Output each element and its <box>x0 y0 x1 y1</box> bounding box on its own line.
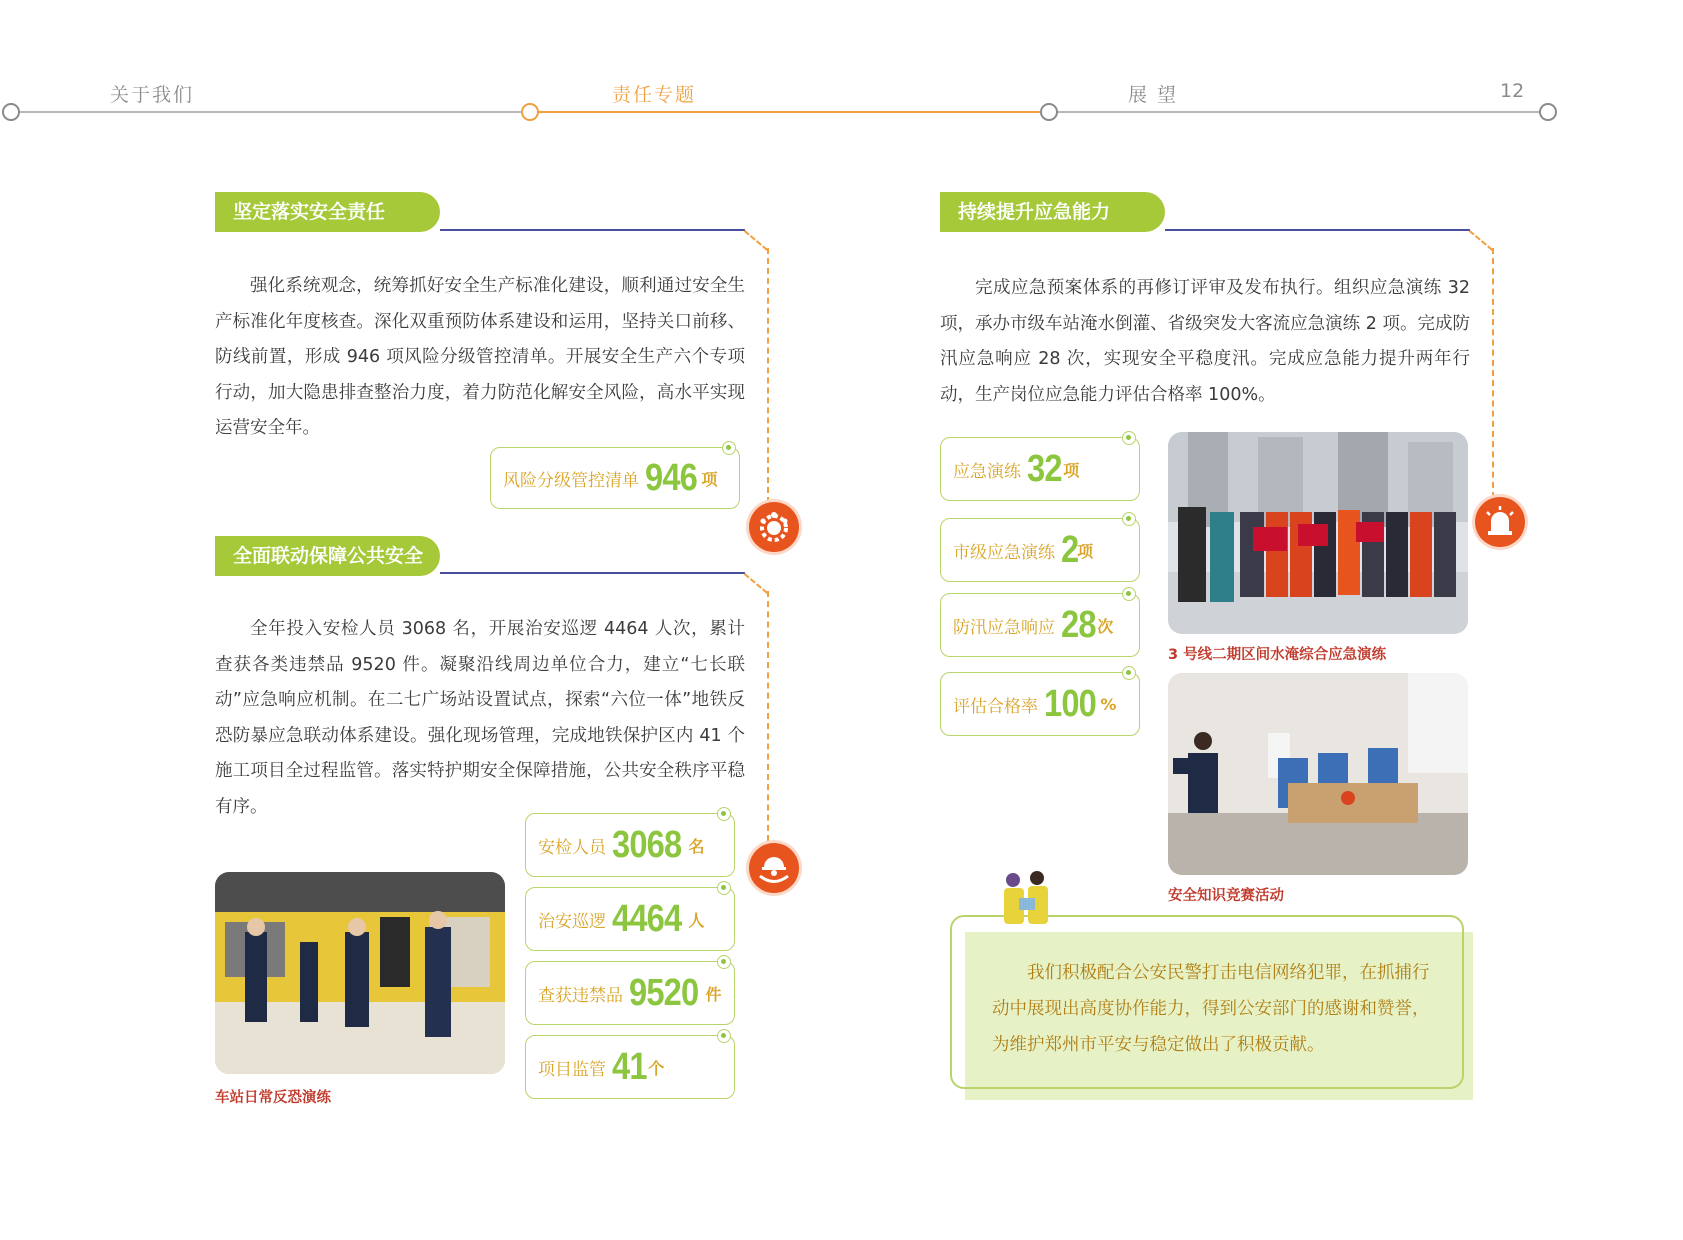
stat-unit: % <box>1100 694 1117 714</box>
stat-value: 32 <box>1027 447 1062 490</box>
stat-label: 项目监管 <box>538 1059 606 1080</box>
stat-label: 市级应急演练 <box>953 542 1055 563</box>
stat-unit: 名 <box>688 836 705 856</box>
gear-people-icon <box>749 502 799 552</box>
section2-paragraph: 全年投入安检人员 3068 名，开展治安巡逻 4464 人次，累计查获各类违禁品 9520 件。凝聚沿线周边单位合力，建立“七长联动”应急响应机制。在二七广场站设置试点，探索“六位一体”地铁反恐防暴应急联动体系建设。强化现场管理，完成地铁保护区内 41 个施工项目全过程监管。落实特护期安全保障措施，公共安全秩序平稳有序。 <box>215 619 745 817</box>
photo-caption: 安全知识竞赛活动 <box>1168 888 1284 904</box>
stat-label: 应急演练 <box>953 461 1021 482</box>
corner-dot <box>1122 587 1136 601</box>
section-rule <box>440 572 745 574</box>
connector-dash <box>767 248 769 503</box>
stat-label: 治安巡逻 <box>538 911 606 932</box>
connector-dash <box>744 230 768 251</box>
section-title-public-safety: 全面联动保障公共安全 <box>215 536 440 576</box>
stat-card-project-supervision <box>525 1035 735 1099</box>
corner-dot <box>717 1029 731 1043</box>
stat-unit: 项 <box>701 469 718 489</box>
stat-card-contraband <box>525 961 735 1025</box>
helmet-hand-icon <box>749 843 799 893</box>
stat-unit: 个 <box>648 1058 665 1078</box>
photo-safety-quiz-contest <box>1168 673 1468 875</box>
section1-paragraph: 强化系统观念，统筹抓好安全生产标准化建设，顺利通过安全生产标准化年度核查。深化双重预防体系建设和运用，坚持关口前移、防线前置，形成 946 项风险分级管控清单。开展安全生产六个专项行动，加大隐患排查整治力度，着力防范化解安全风险，高水平实现运营安全年。 <box>215 276 745 438</box>
stat-unit: 件 <box>705 984 722 1004</box>
stat-label: 风险分级管控清单 <box>503 470 639 491</box>
corner-dot <box>1122 431 1136 445</box>
page-number: 12 <box>1500 80 1525 102</box>
stat-unit: 人 <box>688 910 705 930</box>
connector-dash <box>767 591 769 841</box>
photo-station-antiterror-drill <box>215 872 505 1074</box>
stat-value: 9520 <box>629 971 699 1014</box>
stat-value: 41 <box>612 1045 647 1088</box>
stat-card-drills <box>940 437 1140 501</box>
section-title-emergency-capability: 持续提升应急能力 <box>940 192 1165 232</box>
stat-card-risk-list <box>490 447 740 509</box>
nav-node <box>1539 103 1557 121</box>
nav-item-outlook[interactable]: 展 望 <box>1128 84 1179 106</box>
stat-unit: 次 <box>1097 616 1114 636</box>
stat-label: 安检人员 <box>538 837 606 858</box>
stat-value: 28 <box>1061 603 1096 646</box>
section-rule <box>440 229 745 231</box>
section-title-safety-responsibility: 坚定落实安全责任 <box>215 192 440 232</box>
corner-dot <box>717 807 731 821</box>
corner-dot <box>1122 512 1136 526</box>
nav-node <box>1040 103 1058 121</box>
stat-card-pass-rate <box>940 672 1140 736</box>
stat-unit: 项 <box>1063 460 1080 480</box>
nav-node-active <box>521 103 539 121</box>
nav-item-about[interactable]: 关于我们 <box>110 84 195 106</box>
photo-caption: 车站日常反恐演练 <box>215 1090 331 1106</box>
people-illustration <box>995 868 1057 930</box>
stat-value: 2 <box>1061 528 1079 571</box>
stat-value: 4464 <box>612 897 682 940</box>
stat-card-city-drills <box>940 518 1140 582</box>
stat-label: 防汛应急响应 <box>953 617 1055 638</box>
stat-value: 946 <box>645 456 697 499</box>
nav-item-responsibility[interactable]: 责任专题 <box>612 84 697 106</box>
photo-flood-emergency-drill <box>1168 432 1468 634</box>
alarm-light-icon <box>1475 497 1525 547</box>
nav-line-active <box>530 111 1048 113</box>
corner-dot <box>722 441 736 455</box>
nav-line-right <box>1048 111 1548 113</box>
nav-node <box>2 103 20 121</box>
corner-dot <box>717 881 731 895</box>
stat-card-security-staff <box>525 813 735 877</box>
stat-card-flood-response <box>940 593 1140 657</box>
connector-dash <box>1492 248 1494 498</box>
callout-text: 我们积极配合公安民警打击电信网络犯罪，在抓捕行动中展现出高度协作能力，得到公安部门的感谢和赞誉，为维护郑州市平安与稳定做出了积极贡献。 <box>992 963 1430 1055</box>
connector-dash <box>1469 230 1493 251</box>
photo-caption: 3 号线二期区间水淹综合应急演练 <box>1168 647 1387 663</box>
stat-card-patrols <box>525 887 735 951</box>
connector-dash <box>744 573 768 594</box>
stat-label: 评估合格率 <box>953 696 1038 717</box>
section-rule <box>1165 229 1470 231</box>
stat-label: 查获违禁品 <box>538 985 623 1006</box>
stat-value: 100 <box>1044 682 1096 725</box>
corner-dot <box>717 955 731 969</box>
stat-value: 3068 <box>612 823 682 866</box>
stat-unit: 项 <box>1077 541 1094 561</box>
corner-dot <box>1122 666 1136 680</box>
emergency-paragraph: 完成应急预案体系的再修订评审及发布执行。组织应急演练 32 项，承办市级车站淹水倒灌、省级突发大客流应急演练 2 项。完成防汛应急响应 28 次，实现安全平稳度汛。完成应急能力提升两年行动，生产岗位应急能力评估合格率 100%。 <box>940 278 1470 405</box>
nav-line-left <box>20 111 530 113</box>
